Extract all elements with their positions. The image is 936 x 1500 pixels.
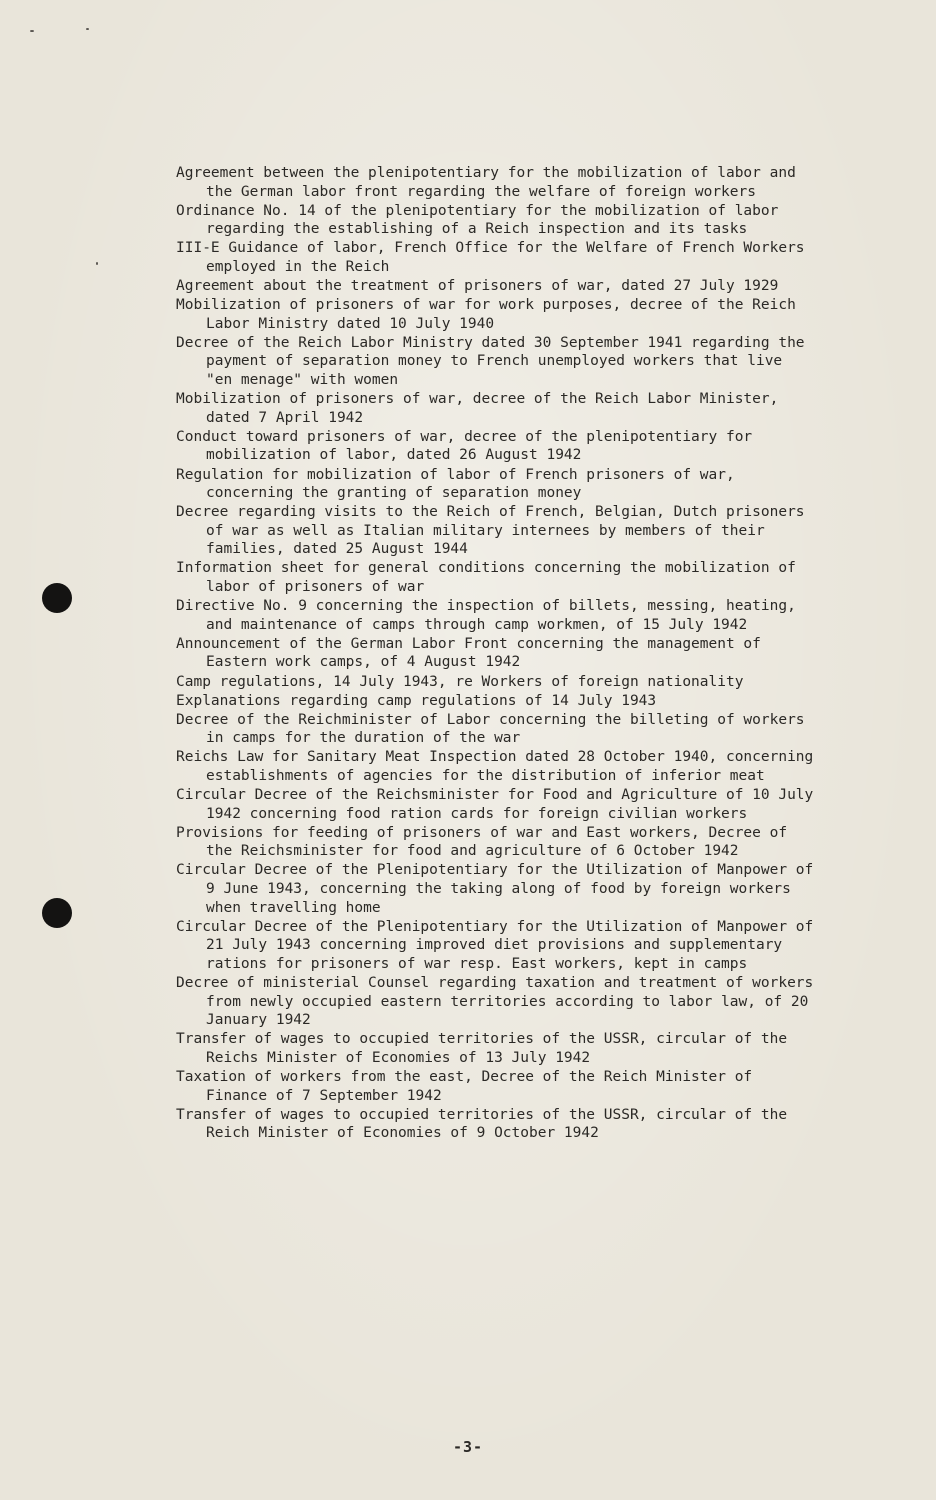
list-item: Information sheet for general conditions concerning the mobilization of labor of prisoners of war [176,560,796,596]
list-item: Conduct toward prisoners of war, decree of the plenipotentiary for mobilization of labor, dated 26 August 1942 [176,428,753,464]
list-item: Transfer of wages to occupied territories of the USSR, circular of the Reich Minister of Economies of 9 October 1942 [176,1106,788,1142]
punch-hole [42,898,72,928]
list-item: Decree of ministerial Counsel regarding taxation and treatment of workers from newly occupied eastern territories according to labor law, of 20 January 1942 [176,975,814,1029]
paper-speck [86,28,89,30]
list-item: Announcement of the German Labor Front concerning the management of Eastern work camps, of 4 August 1942 [176,635,761,671]
list-item: Circular Decree of the Plenipotentiary for the Utilization of Manpower of 21 July 1943 concerning improved diet provisions and supplementary rations for prisoners of war resp. East workers, kept in camps [176,918,814,972]
list-item: Decree of the Reich Labor Ministry dated 30 September 1941 regarding the payment of separation money to French unemployed workers that live "en menage" with women [176,334,805,389]
list-item: Agreement between the plenipotentiary for the mobilization of labor and the German labor front regarding the welfare of foreign workers [176,165,796,200]
list-item: Camp regulations, 14 July 1943, re Workers of foreign nationality [176,673,744,690]
list-item: Transfer of wages to occupied territories of the USSR, circular of the Reichs Minister of Economies of 13 July 1942 [176,1031,788,1066]
paper-speck [96,262,98,265]
page-number: -3- [452,1438,484,1456]
list-item: Decree of the Reichminister of Labor concerning the billeting of workers in camps for the duration of the war [176,711,805,747]
list-item: Taxation of workers from the east, Decree of the Reich Minister of Finance of 7 September 1942 [176,1069,753,1104]
document-list [176,164,816,1143]
list-item: Provisions for feeding of prisoners of war and East workers, Decree of the Reichsminister for food and agriculture of 6 October 1942 [176,824,788,860]
list-item: Circular Decree of the Reichsminister for Food and Agriculture of 10 July 1942 concerning food ration cards for foreign civilian workers [176,787,814,822]
list-item: Reichs Law for Sanitary Meat Inspection dated 28 October 1940, concerning establishments of agencies for the distribution of inferior meat [176,749,814,784]
list-item: III-E Guidance of labor, French Office for the Welfare of French Workers employed in the Reich [176,240,805,275]
list-item: Decree regarding visits to the Reich of French, Belgian, Dutch prisoners of war as well as Italian military internees by members of their families, dated 25 August 1944 [176,504,805,558]
list-item: Explanations regarding camp regulations of 14 July 1943 [176,692,657,709]
list-item: Agreement about the treatment of prisoners of war, dated 27 July 1929 [176,278,779,295]
list-item: Ordinance No. 14 of the plenipotentiary for the mobilization of labor regarding the establishing of a Reich inspection and its tasks [176,202,779,238]
list-item: Mobilization of prisoners of war, decree of the Reich Labor Minister, dated 7 April 1942 [176,391,779,426]
paper-speck [30,30,34,32]
list-item: Regulation for mobilization of labor of French prisoners of war, concerning the granting of separation money [176,466,735,502]
punch-hole [42,583,72,613]
list-item: Mobilization of prisoners of war for work purposes, decree of the Reich Labor Ministry dated 10 July 1940 [176,297,796,332]
list-item: Directive No. 9 concerning the inspection of billets, messing, heating, and maintenance of camps through camp workmen, of 15 July 1942 [176,598,796,633]
list-item: Circular Decree of the Plenipotentiary for the Utilization of Manpower of 9 June 1943, concerning the taking along of food by foreign workers when travelling home [176,862,814,916]
